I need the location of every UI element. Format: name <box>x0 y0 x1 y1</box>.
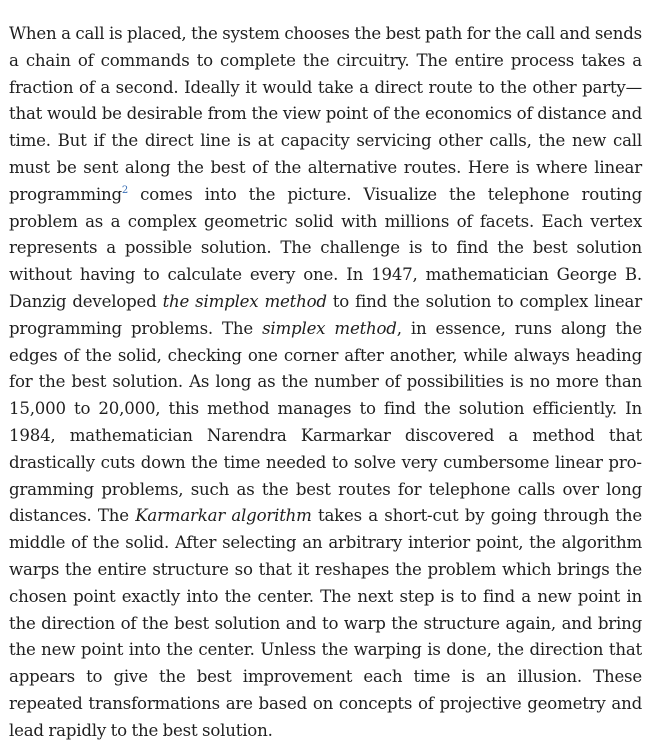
body-paragraph <box>9 21 642 745</box>
text-segment: takes a short-cut by going through the middle of the solid. After selecting an arbitrary interior point, the algorithm warps the entire structure so that it reshapes the problem which brings the chosen point exactly into the center. The next step is to find a new point in the direction of the best solution and to warp the structure again, and bring the new point into the center. Unless the warping is done, the direction that appears to give the best improvement each time is an illusion. These repeated transformations are based on concepts of projective geometry and lead rapidly to the best solution. <box>9 506 642 740</box>
text-segment: , in essence, runs along the edges of the solid, checking one corner after another, while always heading for the best solution. As long as the number of possibilities is no more than 15,000 to 20,000, this method manages to find the solution efficiently. In 1984, mathematician Narendra Karmarkar discovered a method that drastically cuts down the time needed to solve very cumbersome linear programming problems, such as the best routes for telephone calls over long distances. The <box>9 318 642 526</box>
emphasis-simplex-method-2: simplex method <box>262 318 397 338</box>
emphasis-karmarkar-algorithm: Karmarkar algorithm <box>135 506 312 526</box>
footnote-reference[interactable]: 2 <box>121 184 129 196</box>
text-segment: When a call is placed, the system chooses the best path for the call and sends a chain of commands to complete the circuitry. The entire process takes a fraction of a second. Ideally it would take a direct route to the other party—that would be desirable from the view point of the economics of distance and time. But if the direct line is at capacity servicing other calls, the new call must be sent along the best of the alternative routes. Here is where linear programming <box>9 24 642 204</box>
text-segment: to find the solution to complex linear programming problems. The <box>9 291 642 338</box>
emphasis-simplex-method: the simplex method <box>162 291 327 311</box>
text-segment: comes into the picture. Visualize the telephone routing problem as a complex geometric solid with millions of facets. Each vertex represents a possible solution. The challenge is to find the best solution without having to calculate every one. In 1947, mathematician George B. Danzig developed <box>9 184 642 311</box>
